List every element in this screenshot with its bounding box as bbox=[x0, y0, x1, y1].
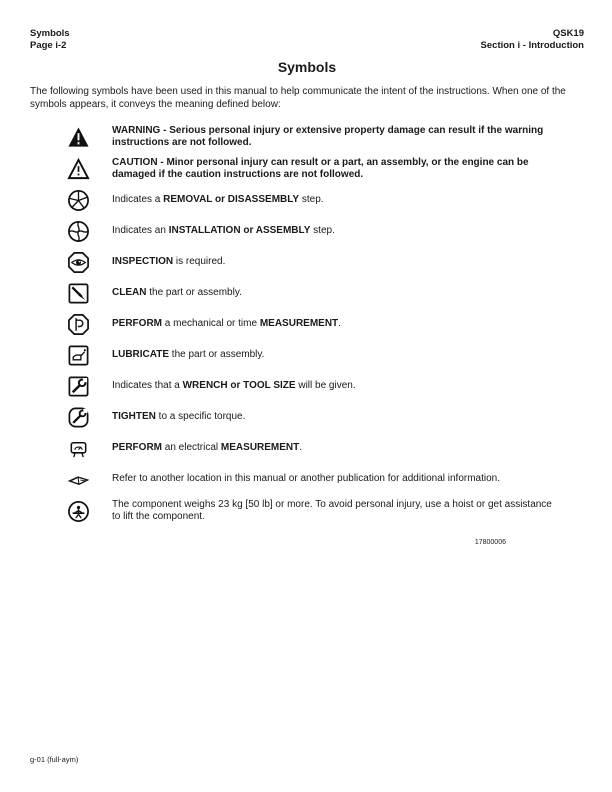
page-content bbox=[30, 28, 584, 546]
caution-icon bbox=[66, 157, 90, 181]
symbol-row bbox=[30, 344, 584, 368]
removal-icon bbox=[66, 189, 90, 213]
symbol-description: LUBRICATE the part or assembly. bbox=[112, 349, 265, 361]
symbol-row bbox=[30, 125, 584, 150]
symbol-row bbox=[30, 468, 584, 492]
symbol-description: INSPECTION is required. bbox=[112, 256, 226, 268]
symbol-description: The component weighs 23 kg [50 lb] or more. To avoid personal injury, use a hoist or get assistance to lift the component. bbox=[112, 498, 552, 523]
header-section-name: Section i - Introduction bbox=[480, 40, 584, 52]
weight-lift-icon bbox=[66, 499, 90, 523]
header-right bbox=[481, 28, 584, 53]
header-model: QSK19 bbox=[552, 28, 584, 39]
symbol-row bbox=[30, 220, 584, 244]
symbol-row bbox=[30, 282, 584, 306]
page-title: Symbols bbox=[277, 58, 337, 75]
header-left bbox=[30, 28, 70, 53]
symbol-row bbox=[30, 375, 584, 399]
clean-icon bbox=[66, 282, 90, 306]
electrical-measurement-icon bbox=[66, 437, 90, 461]
symbol-description: Indicates a REMOVAL or DISASSEMBLY step. bbox=[112, 194, 324, 206]
assembly-icon bbox=[66, 220, 90, 244]
symbol-description: TIGHTEN to a specific torque. bbox=[112, 411, 246, 423]
symbol-description: PERFORM a mechanical or time MEASUREMENT. bbox=[112, 318, 341, 330]
symbol-row bbox=[30, 189, 584, 213]
intro-paragraph: The following symbols have been used in this manual to help communicate the intent of the instructions. When one of the symbols appears, it conveys the meaning defined below: bbox=[30, 85, 566, 110]
symbol-description: Indicates that a WRENCH or TOOL SIZE will be given. bbox=[112, 380, 356, 392]
page-header bbox=[30, 28, 584, 53]
symbol-list bbox=[30, 125, 584, 531]
lubricate-icon bbox=[66, 344, 90, 368]
symbol-description: CAUTION - Minor personal injury can result or a part, an assembly, or the engine can be damaged if the caution instructions are not followed. bbox=[112, 156, 529, 181]
wrench-icon bbox=[66, 375, 90, 399]
symbol-description: Refer to another location in this manual or another publication for additional information. bbox=[112, 473, 501, 485]
symbol-description: Indicates an INSTALLATION or ASSEMBLY step. bbox=[112, 225, 335, 237]
symbol-description: PERFORM an electrical MEASUREMENT. bbox=[112, 442, 303, 454]
symbol-description: WARNING - Serious personal injury or extensive property damage can result if the warning instructions are not followed. bbox=[112, 124, 544, 149]
header-section-title: Symbols bbox=[30, 28, 70, 39]
refer-icon bbox=[66, 468, 90, 492]
symbol-row bbox=[30, 157, 584, 182]
footer-reference: g-01 (full-aym) bbox=[30, 755, 79, 764]
symbol-row bbox=[30, 437, 584, 461]
symbol-row bbox=[30, 313, 584, 337]
tighten-icon bbox=[66, 406, 90, 430]
warning-icon bbox=[66, 125, 90, 149]
symbol-row bbox=[30, 499, 584, 524]
symbol-row bbox=[30, 406, 584, 430]
symbol-row bbox=[30, 251, 584, 275]
inspection-icon bbox=[66, 251, 90, 275]
symbol-description: CLEAN the part or assembly. bbox=[112, 287, 242, 299]
figure-number: 17800006 bbox=[474, 538, 506, 546]
mechanical-measurement-icon bbox=[66, 313, 90, 337]
header-page-number: Page i-2 bbox=[30, 40, 67, 52]
